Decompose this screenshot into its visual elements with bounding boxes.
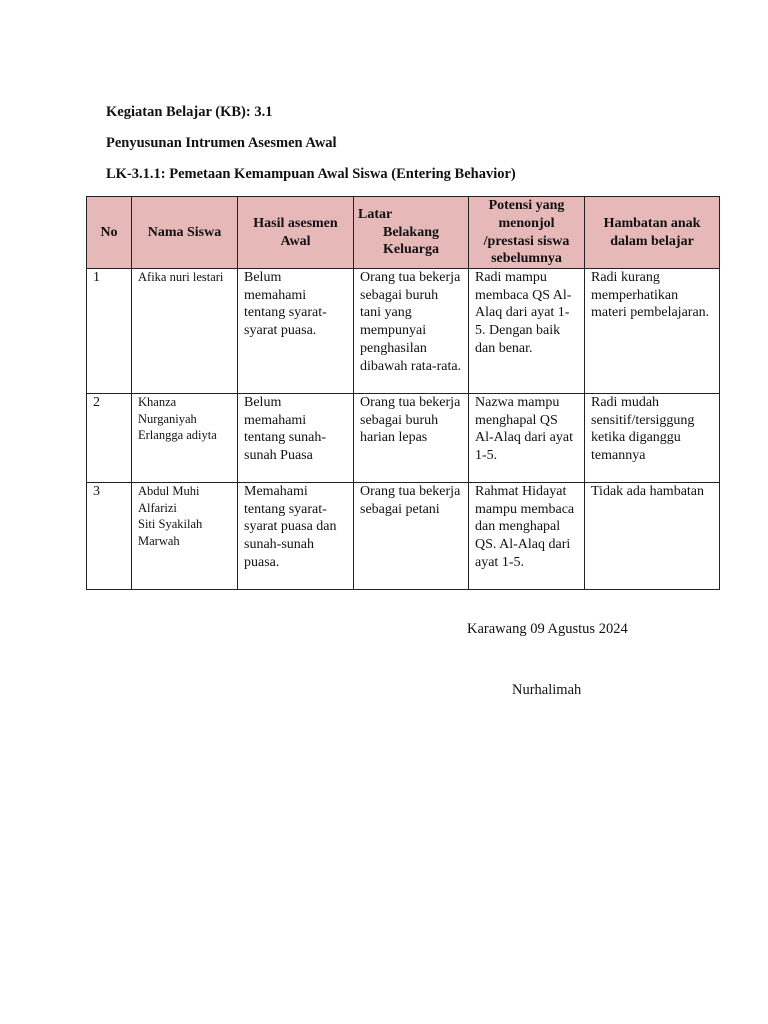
cell-latar-belakang: Orang tua bekerja sebagai buruh tani yang mempunyai penghasilan dibawah rata-rata. xyxy=(354,269,469,394)
header-latar-line-1: Latar xyxy=(358,206,393,222)
header-latar-belakang xyxy=(354,197,469,269)
cell-hambatan: Tidak ada hambatan xyxy=(585,483,720,590)
place-date: Karawang 09 Agustus 2024 xyxy=(467,621,628,637)
header-potensi: Potensi yang menonjol /prestasi siswa sebelumnya xyxy=(469,197,585,269)
student-name-line: Nurganiyah xyxy=(138,411,197,426)
student-name-line: Alfarizi xyxy=(138,500,177,515)
entering-behavior-table xyxy=(86,196,720,590)
lk-heading: LK-3.1.1: Pemetaan Kemampuan Awal Siswa (Entering Behavior) xyxy=(106,166,516,182)
student-name-line: Abdul Muhi xyxy=(138,484,200,498)
cell-hambatan: Radi mudah sensitif/tersiggung ketika diganggu temannya xyxy=(585,394,720,483)
student-name-line: Siti Syakilah xyxy=(138,517,203,531)
cell-nama-siswa xyxy=(132,394,238,483)
table-row xyxy=(87,394,720,483)
header-hasil-asesmen: Hasil asesmen Awal xyxy=(238,197,354,269)
cell-no: 1 xyxy=(87,269,132,394)
cell-nama-siswa xyxy=(132,269,238,394)
student-name-line: Afika nuri lestari xyxy=(138,270,224,284)
table-header-row xyxy=(87,197,720,269)
cell-potensi: Radi mampu membaca QS Al-Alaq dari ayat 1-5. Dengan baik dan benar. xyxy=(469,269,585,394)
student-name-line: Erlangga adiyta xyxy=(138,428,217,442)
cell-hasil-asesmen: Memahami tentang syarat-syarat puasa dan sunah-sunah puasa. xyxy=(238,483,354,590)
instrument-title: Penyusunan Intrumen Asesmen Awal xyxy=(106,135,337,151)
cell-nama-siswa xyxy=(132,483,238,590)
cell-potensi: Rahmat Hidayat mampu membaca dan menghapal QS. Al-Alaq dari ayat 1-5. xyxy=(469,483,585,590)
cell-hambatan: Radi kurang memperhatikan materi pembelajaran. xyxy=(585,269,720,394)
header-latar-line-2: Belakang Keluarga xyxy=(382,224,439,258)
kb-heading: Kegiatan Belajar (KB): 3.1 xyxy=(106,104,273,120)
student-name-line: Marwah xyxy=(138,533,180,548)
cell-hasil-asesmen: Belum memahami tentang syarat-syarat puasa. xyxy=(238,269,354,394)
cell-potensi: Nazwa mampu menghapal QS Al-Alaq dari ayat 1-5. xyxy=(469,394,585,483)
table-row xyxy=(87,483,720,590)
header-nama-siswa: Nama Siswa xyxy=(132,197,238,269)
student-name-line: Khanza xyxy=(138,395,177,409)
cell-latar-belakang: Orang tua bekerja sebagai petani xyxy=(354,483,469,590)
cell-hasil-asesmen: Belum memahami tentang sunah-sunah Puasa xyxy=(238,394,354,483)
cell-no: 2 xyxy=(87,394,132,483)
cell-latar-belakang: Orang tua bekerja sebagai buruh harian lepas xyxy=(354,394,469,483)
cell-no: 3 xyxy=(87,483,132,590)
table-row xyxy=(87,269,720,394)
header-no: No xyxy=(87,197,132,269)
signer-name: Nurhalimah xyxy=(512,682,582,698)
header-hambatan: Hambatan anak dalam belajar xyxy=(585,197,720,269)
